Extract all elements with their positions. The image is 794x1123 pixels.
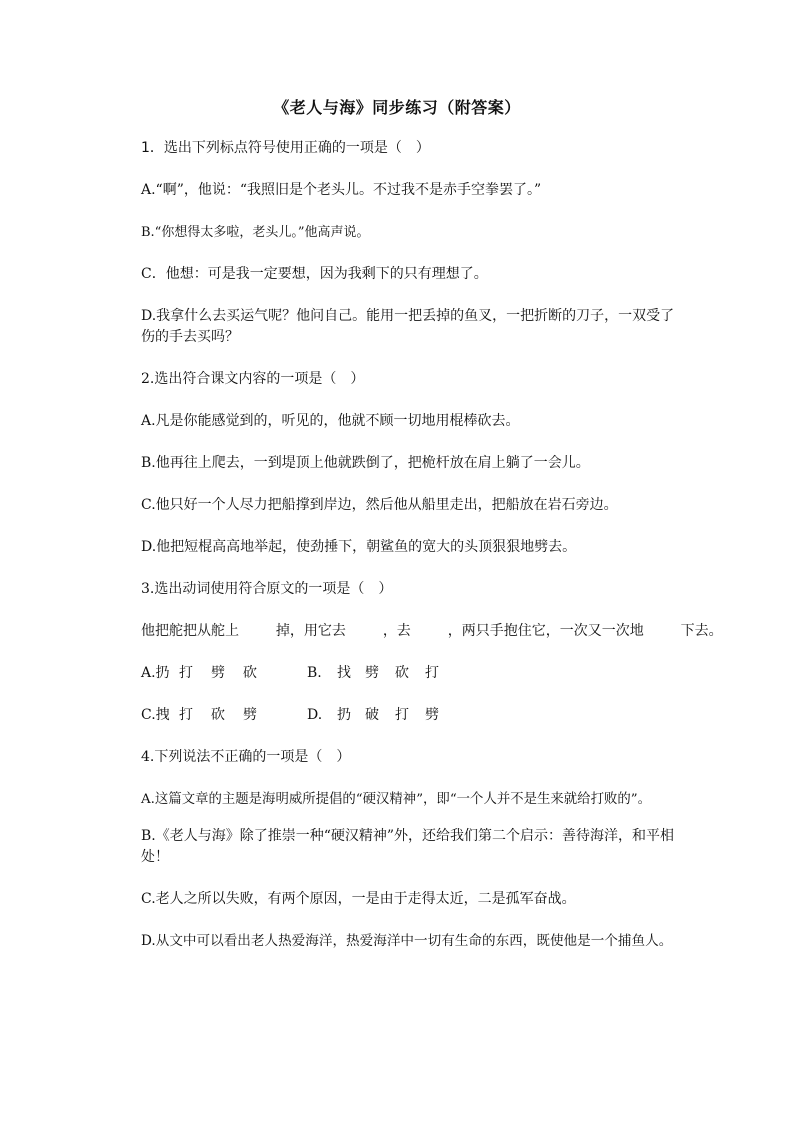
question-2-option-a: A.凡是你能感觉到的，听见的，他就不顾一切地用棍棒砍去。: [141, 413, 520, 429]
question-4-option-c: C.老人之所以失败，有两个原因，一是由于走得太近，二是孤军奋战。: [141, 891, 576, 907]
question-3-stem: 3.选出动词使用符合原文的一项是（ ）: [141, 581, 393, 597]
sentence-part-5: 下去。: [680, 623, 723, 639]
option-b-word-3: 砍: [395, 665, 409, 681]
question-1-option-a: A.“啊”，他说：“我照旧是个老头儿。不过我不是赤手空拳罢了。”: [141, 182, 542, 198]
question-2-option-d: D.他把短棍高高地举起，使劲捶下，朝鲨鱼的宽大的头顶狠狠地劈去。: [141, 539, 577, 555]
option-c-word-2: 打: [179, 707, 193, 723]
option-a-word-1: A.扔: [141, 665, 170, 681]
option-d-word-1: 扔: [337, 707, 351, 723]
page-title: 《老人与海》同步练习（附答案）: [273, 98, 521, 117]
option-a-word-2: 打: [179, 665, 193, 681]
question-4-stem: 4.下列说法不正确的一项是（ ）: [141, 749, 351, 765]
option-c-word-3: 砍: [211, 707, 225, 723]
question-2-option-b: B.他再往上爬去，一到堤顶上他就跌倒了，把桅杆放在肩上躺了一会儿。: [141, 455, 590, 471]
question-4-option-b: B.《老人与海》除了推崇一种“硬汉精神”外，还给我们第二个启示：善待海洋，和平相处！: [141, 828, 675, 865]
option-c-word-1: C.拽: [141, 707, 170, 723]
question-3-sentence: [141, 621, 723, 642]
question-1-option-d: D.我拿什么去买运气呢？他问自己。能用一把丢掉的鱼叉，一把折断的刀子，一双受了伤的手去买吗？: [141, 308, 675, 345]
option-a-word-3: 劈: [211, 665, 225, 681]
question-1-option-b: B.“你想得太多啦，老头儿。”他高声说。: [141, 225, 370, 240]
sentence-part-1: 他把舵把从舵上: [141, 623, 239, 639]
question-1-stem: 1．选出下列标点符号使用正确的一项是（ ）: [141, 140, 430, 156]
sentence-part-3: ，去: [382, 623, 411, 639]
option-c-word-4: 劈: [243, 707, 257, 723]
question-3-options-ab: [141, 663, 686, 684]
question-4-option-a: A.这篇文章的主题是海明威所提倡的“硬汉精神”，即“一个人并不是生来就给打败的”。: [141, 792, 651, 807]
question-2-stem: 2.选出符合课文内容的一项是（ ）: [141, 371, 365, 387]
question-3-options-cd: [141, 705, 686, 726]
sentence-part-4: ，两只手抱住它，一次又一次地: [447, 623, 644, 639]
option-b-word-4: 打: [425, 665, 439, 681]
option-d-label: D.: [307, 707, 323, 723]
option-b-word-2: 劈: [365, 665, 379, 681]
question-4-option-d: D.从文中可以看出老人热爱海洋，热爱海洋中一切有生命的东西，既使他是一个捕鱼人。: [141, 933, 673, 949]
option-b-label: B.: [307, 665, 322, 681]
option-b-word-1: 找: [337, 665, 351, 681]
option-d-word-3: 打: [395, 707, 409, 723]
question-1-option-c: C．他想：可是我一定要想，因为我剩下的只有理想了。: [141, 266, 488, 282]
option-a-word-4: 砍: [243, 665, 257, 681]
sentence-part-2: 掉，用它去: [275, 623, 346, 639]
question-2-option-c: C.他只好一个人尽力把船撑到岸边，然后他从船里走出，把船放在岩石旁边。: [141, 497, 618, 513]
option-d-word-2: 破: [365, 707, 379, 723]
option-d-word-4: 劈: [425, 707, 439, 723]
